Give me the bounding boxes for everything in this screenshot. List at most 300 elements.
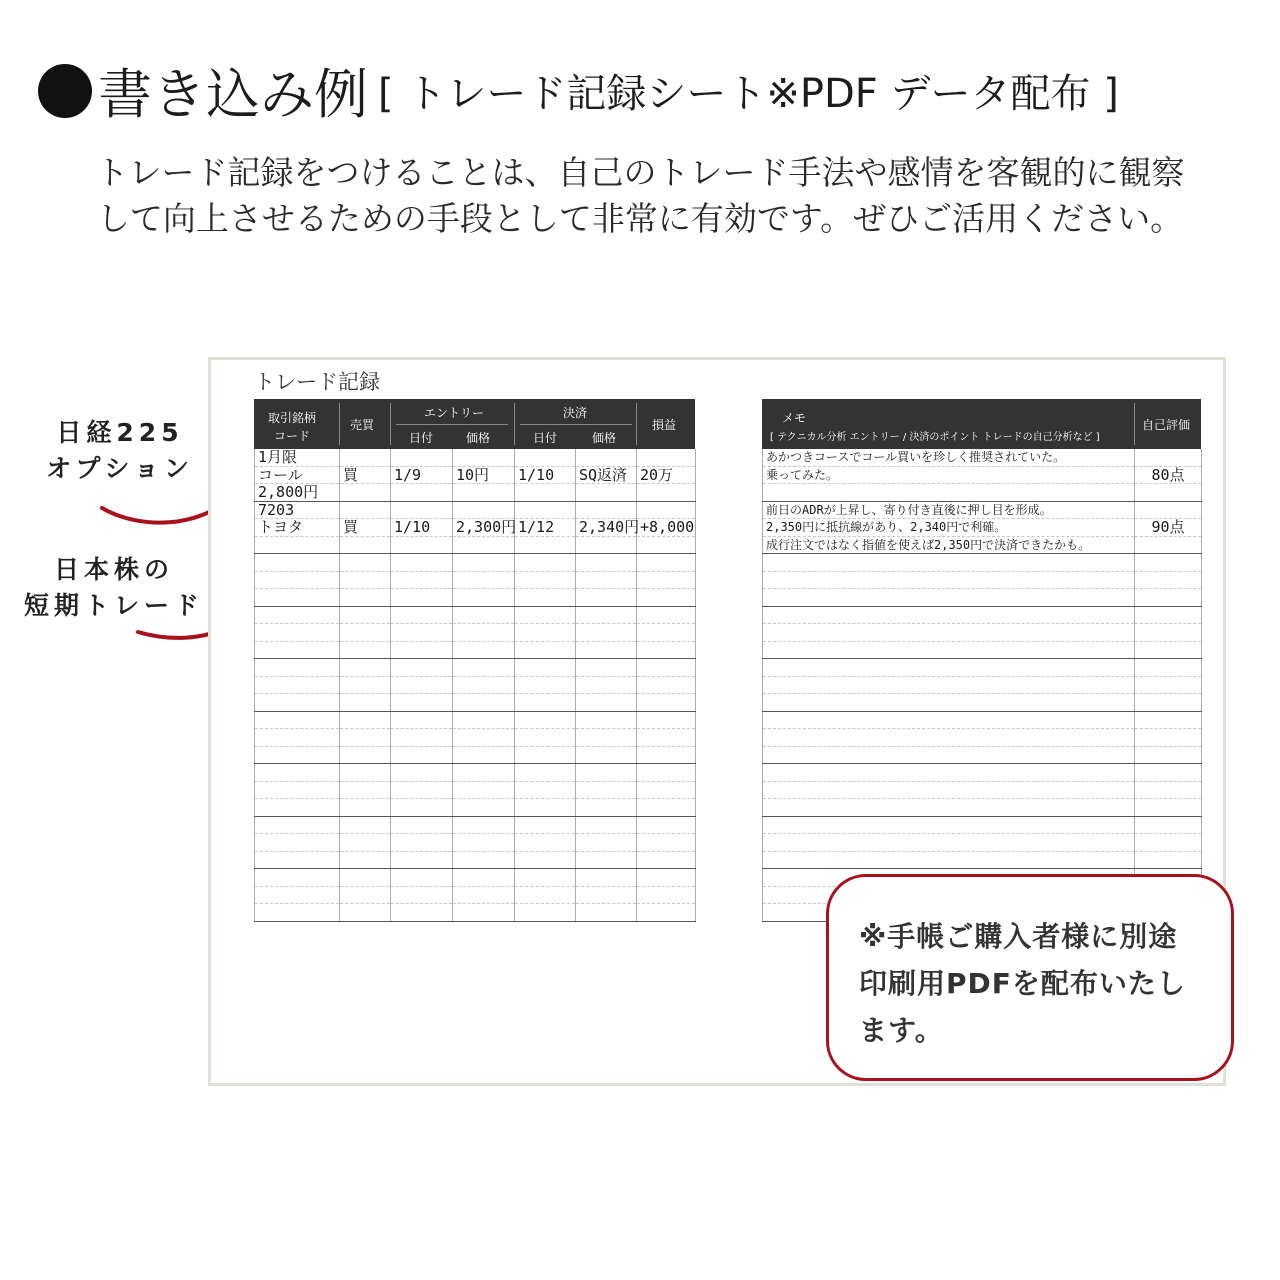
trade-row xyxy=(255,536,696,554)
empty-memo-line[interactable] xyxy=(763,659,1135,677)
empty-trade-cell[interactable] xyxy=(340,624,391,642)
empty-trade-cell[interactable] xyxy=(637,711,696,729)
trade-cell[interactable]: 2,340円 xyxy=(576,519,637,537)
trade-row xyxy=(255,501,696,519)
empty-memo-line[interactable] xyxy=(763,781,1135,799)
empty-trade-cell[interactable] xyxy=(255,851,340,869)
memo-row xyxy=(763,589,1202,607)
annotation-nikkei xyxy=(30,415,210,487)
empty-trade-cell[interactable] xyxy=(453,816,515,834)
empty-trade-cell[interactable] xyxy=(515,781,576,799)
memo-line[interactable]: 乗ってみた。 xyxy=(763,466,1135,484)
empty-trade-cell[interactable] xyxy=(391,869,453,887)
trade-cell[interactable] xyxy=(576,484,637,502)
trade-cell[interactable] xyxy=(340,484,391,502)
trade-cell[interactable]: 7203 xyxy=(255,501,340,519)
empty-score-cell[interactable] xyxy=(1135,659,1202,677)
trade-cell[interactable] xyxy=(391,501,453,519)
empty-trade-cell[interactable] xyxy=(576,904,637,922)
empty-trade-cell[interactable] xyxy=(515,571,576,589)
trade-row xyxy=(255,466,696,484)
memo-line[interactable]: あかつきコースでコール買いを珍しく推奨されていた。 xyxy=(763,449,1135,466)
empty-trade-cell[interactable] xyxy=(340,781,391,799)
empty-trade-cell[interactable] xyxy=(453,694,515,712)
empty-trade-cell[interactable] xyxy=(391,694,453,712)
empty-trade-cell[interactable] xyxy=(340,589,391,607)
empty-trade-cell[interactable] xyxy=(391,764,453,782)
empty-trade-cell[interactable] xyxy=(576,624,637,642)
empty-score-cell[interactable] xyxy=(1135,694,1202,712)
trade-row xyxy=(255,641,696,659)
trade-cell[interactable] xyxy=(453,536,515,554)
empty-trade-cell[interactable] xyxy=(453,641,515,659)
empty-score-cell[interactable] xyxy=(1135,746,1202,764)
trade-cell[interactable]: +8,000 xyxy=(637,519,696,537)
trade-cell[interactable] xyxy=(391,449,453,466)
empty-trade-cell[interactable] xyxy=(576,799,637,817)
header-entry-price: 価格 xyxy=(466,431,491,445)
empty-trade-cell[interactable] xyxy=(515,641,576,659)
empty-trade-cell[interactable] xyxy=(340,886,391,904)
empty-score-cell[interactable] xyxy=(1135,816,1202,834)
trade-row xyxy=(255,711,696,729)
empty-trade-cell[interactable] xyxy=(637,554,696,572)
trade-cell[interactable] xyxy=(637,536,696,554)
empty-trade-cell[interactable] xyxy=(340,676,391,694)
empty-trade-cell[interactable] xyxy=(255,676,340,694)
empty-trade-cell[interactable] xyxy=(576,711,637,729)
empty-trade-cell[interactable] xyxy=(576,641,637,659)
empty-trade-cell[interactable] xyxy=(637,851,696,869)
empty-trade-cell[interactable] xyxy=(515,711,576,729)
empty-trade-cell[interactable] xyxy=(255,764,340,782)
trade-cell[interactable]: 20万 xyxy=(637,466,696,484)
empty-trade-cell[interactable] xyxy=(255,904,340,922)
empty-trade-cell[interactable] xyxy=(576,781,637,799)
annotation-nikkei-line1: 日経225 xyxy=(56,418,184,447)
empty-trade-cell[interactable] xyxy=(391,554,453,572)
empty-trade-cell[interactable] xyxy=(453,764,515,782)
trade-cell[interactable] xyxy=(637,501,696,519)
empty-trade-cell[interactable] xyxy=(453,711,515,729)
trade-cell[interactable]: コール xyxy=(255,466,340,484)
empty-memo-line[interactable] xyxy=(763,571,1135,589)
empty-trade-cell[interactable] xyxy=(391,606,453,624)
empty-trade-cell[interactable] xyxy=(515,589,576,607)
empty-trade-cell[interactable] xyxy=(391,781,453,799)
memo-row xyxy=(763,816,1202,834)
empty-trade-cell[interactable] xyxy=(391,589,453,607)
empty-trade-cell[interactable] xyxy=(255,729,340,747)
memo-row xyxy=(763,641,1202,659)
empty-score-cell[interactable] xyxy=(1135,589,1202,607)
empty-trade-cell[interactable] xyxy=(340,746,391,764)
header-side: 売買 xyxy=(350,418,375,432)
empty-trade-cell[interactable] xyxy=(391,624,453,642)
trade-cell[interactable]: 2,300円 xyxy=(453,519,515,537)
empty-trade-cell[interactable] xyxy=(340,641,391,659)
memo-row xyxy=(763,711,1202,729)
trade-cell[interactable]: 買 xyxy=(340,466,391,484)
trade-row xyxy=(255,799,696,817)
empty-trade-cell[interactable] xyxy=(453,799,515,817)
empty-trade-cell[interactable] xyxy=(255,711,340,729)
trade-cell[interactable] xyxy=(453,449,515,466)
empty-score-cell[interactable] xyxy=(1135,484,1202,502)
empty-trade-cell[interactable] xyxy=(340,694,391,712)
trade-cell[interactable]: 買 xyxy=(340,519,391,537)
empty-score-cell[interactable] xyxy=(1135,711,1202,729)
empty-score-cell[interactable] xyxy=(1135,641,1202,659)
empty-memo-line[interactable] xyxy=(763,554,1135,572)
empty-trade-cell[interactable] xyxy=(391,886,453,904)
empty-trade-cell[interactable] xyxy=(576,589,637,607)
trade-row xyxy=(255,886,696,904)
trade-cell[interactable] xyxy=(340,536,391,554)
trade-row xyxy=(255,659,696,677)
header-entry-date: 日付 xyxy=(409,431,434,445)
pdf-distribution-callout xyxy=(826,874,1234,1081)
memo-row xyxy=(763,659,1202,677)
trade-row xyxy=(255,449,696,466)
empty-trade-cell[interactable] xyxy=(576,816,637,834)
empty-score-cell[interactable] xyxy=(1135,571,1202,589)
empty-trade-cell[interactable] xyxy=(340,851,391,869)
empty-memo-line[interactable] xyxy=(763,764,1135,782)
header-pnl: 損益 xyxy=(652,418,677,432)
empty-trade-cell[interactable] xyxy=(576,554,637,572)
empty-memo-line[interactable] xyxy=(763,641,1135,659)
empty-score-cell[interactable] xyxy=(1135,676,1202,694)
header-name-code-1: 取引銘柄 xyxy=(268,411,317,425)
trade-table xyxy=(254,449,696,922)
empty-trade-cell[interactable] xyxy=(453,606,515,624)
empty-trade-cell[interactable] xyxy=(453,746,515,764)
intro-line-2: して向上させるための手段として非常に有効です。ぜひご活用ください。 xyxy=(96,199,1184,238)
memo-row xyxy=(763,519,1202,537)
empty-trade-cell[interactable] xyxy=(255,869,340,887)
trade-cell[interactable]: 1月限 xyxy=(255,449,340,466)
empty-trade-cell[interactable] xyxy=(340,764,391,782)
self-eval-score[interactable]: 90点 xyxy=(1135,519,1202,537)
empty-trade-cell[interactable] xyxy=(576,869,637,887)
trade-row xyxy=(255,781,696,799)
empty-trade-cell[interactable] xyxy=(391,799,453,817)
empty-trade-cell[interactable] xyxy=(576,764,637,782)
empty-trade-cell[interactable] xyxy=(637,641,696,659)
empty-memo-line[interactable] xyxy=(763,711,1135,729)
empty-trade-cell[interactable] xyxy=(340,904,391,922)
memo-line[interactable] xyxy=(763,484,1135,502)
empty-trade-cell[interactable] xyxy=(515,764,576,782)
empty-memo-line[interactable] xyxy=(763,746,1135,764)
trade-cell[interactable] xyxy=(576,536,637,554)
empty-score-cell[interactable] xyxy=(1135,501,1202,519)
trade-cell[interactable] xyxy=(391,484,453,502)
trade-row xyxy=(255,571,696,589)
empty-memo-line[interactable] xyxy=(763,694,1135,712)
empty-score-cell[interactable] xyxy=(1135,834,1202,852)
empty-trade-cell[interactable] xyxy=(453,589,515,607)
trade-cell[interactable] xyxy=(515,536,576,554)
empty-trade-cell[interactable] xyxy=(453,851,515,869)
trade-cell[interactable] xyxy=(453,484,515,502)
callout-text: ※手帳ご購入者様に別途印刷用PDFを配布いたします。 xyxy=(859,920,1186,1047)
memo-row xyxy=(763,834,1202,852)
empty-trade-cell[interactable] xyxy=(576,659,637,677)
empty-score-cell[interactable] xyxy=(1135,449,1202,466)
trade-cell[interactable]: 10円 xyxy=(453,466,515,484)
empty-trade-cell[interactable] xyxy=(453,869,515,887)
empty-score-cell[interactable] xyxy=(1135,536,1202,554)
empty-trade-cell[interactable] xyxy=(391,904,453,922)
trade-row xyxy=(255,746,696,764)
memo-line[interactable]: 前日のADRが上昇し、寄り付き直後に押し目を形成。 xyxy=(763,501,1135,519)
empty-trade-cell[interactable] xyxy=(637,571,696,589)
empty-trade-cell[interactable] xyxy=(515,904,576,922)
empty-score-cell[interactable] xyxy=(1135,606,1202,624)
memo-row xyxy=(763,466,1202,484)
trade-cell[interactable] xyxy=(637,484,696,502)
empty-memo-line[interactable] xyxy=(763,816,1135,834)
trade-cell[interactable]: 2,800円 xyxy=(255,484,340,502)
empty-trade-cell[interactable] xyxy=(391,851,453,869)
trade-cell[interactable]: 1/9 xyxy=(391,466,453,484)
empty-trade-cell[interactable] xyxy=(515,606,576,624)
header-exit: 決済 xyxy=(563,406,588,420)
empty-score-cell[interactable] xyxy=(1135,799,1202,817)
sheet-title: トレード記録 xyxy=(254,370,380,394)
empty-trade-cell[interactable] xyxy=(340,729,391,747)
empty-memo-line[interactable] xyxy=(763,624,1135,642)
empty-trade-cell[interactable] xyxy=(391,641,453,659)
empty-trade-cell[interactable] xyxy=(453,554,515,572)
trade-cell[interactable] xyxy=(515,501,576,519)
empty-trade-cell[interactable] xyxy=(340,659,391,677)
empty-trade-cell[interactable] xyxy=(255,799,340,817)
empty-trade-cell[interactable] xyxy=(391,834,453,852)
empty-trade-cell[interactable] xyxy=(576,571,637,589)
trade-cell[interactable]: 1/10 xyxy=(515,466,576,484)
empty-trade-cell[interactable] xyxy=(255,659,340,677)
empty-trade-cell[interactable] xyxy=(637,606,696,624)
empty-trade-cell[interactable] xyxy=(637,799,696,817)
empty-trade-cell[interactable] xyxy=(391,816,453,834)
memo-table xyxy=(762,449,1202,922)
trade-cell[interactable] xyxy=(515,484,576,502)
trade-cell[interactable] xyxy=(340,449,391,466)
empty-trade-cell[interactable] xyxy=(255,694,340,712)
memo-table-header xyxy=(762,399,1201,449)
empty-trade-cell[interactable] xyxy=(637,694,696,712)
empty-trade-cell[interactable] xyxy=(453,624,515,642)
empty-trade-cell[interactable] xyxy=(637,869,696,887)
empty-memo-line[interactable] xyxy=(763,834,1135,852)
header-name-code-2: コード xyxy=(274,429,311,443)
empty-trade-cell[interactable] xyxy=(255,816,340,834)
empty-trade-cell[interactable] xyxy=(515,746,576,764)
empty-trade-cell[interactable] xyxy=(637,764,696,782)
memo-row xyxy=(763,764,1202,782)
trade-cell[interactable]: トヨタ xyxy=(255,519,340,537)
page-subtitle: [ トレード記録シート※PDF データ配布 ] xyxy=(378,71,1119,117)
empty-trade-cell[interactable] xyxy=(637,886,696,904)
empty-trade-cell[interactable] xyxy=(576,676,637,694)
empty-memo-line[interactable] xyxy=(763,606,1135,624)
empty-trade-cell[interactable] xyxy=(637,746,696,764)
empty-trade-cell[interactable] xyxy=(515,624,576,642)
header-memo-note: [ テクニカル分析 エントリー / 決済のポイント トレードの自己分析など ] xyxy=(770,432,1100,443)
empty-trade-cell[interactable] xyxy=(515,834,576,852)
trade-cell[interactable] xyxy=(453,501,515,519)
memo-line[interactable]: 2,350円に抵抗線があり、2,340円で利確。 xyxy=(763,519,1135,537)
empty-trade-cell[interactable] xyxy=(391,729,453,747)
empty-trade-cell[interactable] xyxy=(255,641,340,659)
empty-trade-cell[interactable] xyxy=(255,834,340,852)
empty-trade-cell[interactable] xyxy=(255,606,340,624)
annotation-nikkei-line2: オプション xyxy=(46,454,194,483)
trade-table-header xyxy=(254,399,695,449)
empty-trade-cell[interactable] xyxy=(576,834,637,852)
intro-text xyxy=(0,150,1280,242)
empty-trade-cell[interactable] xyxy=(340,554,391,572)
empty-trade-cell[interactable] xyxy=(453,886,515,904)
empty-trade-cell[interactable] xyxy=(255,886,340,904)
empty-trade-cell[interactable] xyxy=(637,624,696,642)
trade-cell[interactable] xyxy=(515,449,576,466)
trade-cell[interactable] xyxy=(576,449,637,466)
empty-trade-cell[interactable] xyxy=(576,694,637,712)
memo-row xyxy=(763,484,1202,502)
empty-memo-line[interactable] xyxy=(763,851,1135,869)
memo-row xyxy=(763,799,1202,817)
empty-trade-cell[interactable] xyxy=(453,659,515,677)
empty-score-cell[interactable] xyxy=(1135,764,1202,782)
memo-line[interactable]: 成行注文ではなく指値を使えば2,350円で決済できたかも。 xyxy=(763,536,1135,554)
memo-row xyxy=(763,606,1202,624)
memo-row xyxy=(763,746,1202,764)
empty-memo-line[interactable] xyxy=(763,729,1135,747)
empty-trade-cell[interactable] xyxy=(515,694,576,712)
trade-cell[interactable] xyxy=(340,501,391,519)
empty-trade-cell[interactable] xyxy=(340,606,391,624)
empty-trade-cell[interactable] xyxy=(637,659,696,677)
trade-cell[interactable] xyxy=(576,501,637,519)
trade-cell[interactable]: 1/12 xyxy=(515,519,576,537)
empty-trade-cell[interactable] xyxy=(515,659,576,677)
empty-trade-cell[interactable] xyxy=(453,904,515,922)
empty-trade-cell[interactable] xyxy=(391,571,453,589)
trade-cell[interactable] xyxy=(637,449,696,466)
empty-trade-cell[interactable] xyxy=(340,869,391,887)
empty-score-cell[interactable] xyxy=(1135,554,1202,572)
page-title: 書き込み例 xyxy=(98,63,368,126)
empty-score-cell[interactable] xyxy=(1135,729,1202,747)
empty-trade-cell[interactable] xyxy=(453,834,515,852)
trade-row xyxy=(255,519,696,537)
empty-trade-cell[interactable] xyxy=(453,781,515,799)
empty-trade-cell[interactable] xyxy=(576,729,637,747)
empty-trade-cell[interactable] xyxy=(340,816,391,834)
intro-line-1: トレード記録をつけることは、自己のトレード手法や感情を客観的に観察 xyxy=(95,153,1185,192)
empty-trade-cell[interactable] xyxy=(340,834,391,852)
empty-trade-cell[interactable] xyxy=(453,571,515,589)
empty-trade-cell[interactable] xyxy=(255,624,340,642)
empty-memo-line[interactable] xyxy=(763,676,1135,694)
trade-row xyxy=(255,834,696,852)
memo-row xyxy=(763,554,1202,572)
empty-trade-cell[interactable] xyxy=(340,571,391,589)
empty-trade-cell[interactable] xyxy=(515,554,576,572)
empty-trade-cell[interactable] xyxy=(255,571,340,589)
empty-trade-cell[interactable] xyxy=(391,676,453,694)
memo-row xyxy=(763,624,1202,642)
header-memo: メモ xyxy=(782,411,807,425)
empty-trade-cell[interactable] xyxy=(391,711,453,729)
trade-cell[interactable] xyxy=(391,536,453,554)
annotation-stocks xyxy=(14,552,214,624)
empty-trade-cell[interactable] xyxy=(340,711,391,729)
memo-row xyxy=(763,501,1202,519)
empty-memo-line[interactable] xyxy=(763,799,1135,817)
empty-trade-cell[interactable] xyxy=(515,676,576,694)
empty-trade-cell[interactable] xyxy=(515,886,576,904)
trade-row xyxy=(255,694,696,712)
empty-memo-line[interactable] xyxy=(763,589,1135,607)
empty-trade-cell[interactable] xyxy=(453,729,515,747)
empty-trade-cell[interactable] xyxy=(515,729,576,747)
memo-row xyxy=(763,781,1202,799)
empty-trade-cell[interactable] xyxy=(515,869,576,887)
trade-row xyxy=(255,851,696,869)
empty-trade-cell[interactable] xyxy=(637,589,696,607)
empty-trade-cell[interactable] xyxy=(576,746,637,764)
empty-trade-cell[interactable] xyxy=(515,851,576,869)
empty-trade-cell[interactable] xyxy=(391,746,453,764)
trade-cell[interactable]: 1/10 xyxy=(391,519,453,537)
empty-trade-cell[interactable] xyxy=(637,781,696,799)
empty-trade-cell[interactable] xyxy=(255,781,340,799)
trade-row xyxy=(255,676,696,694)
empty-trade-cell[interactable] xyxy=(255,746,340,764)
header-self-eval: 自己評価 xyxy=(1142,418,1191,432)
empty-trade-cell[interactable] xyxy=(637,834,696,852)
trade-cell[interactable] xyxy=(255,536,340,554)
page-header xyxy=(38,52,1119,129)
empty-trade-cell[interactable] xyxy=(255,589,340,607)
empty-trade-cell[interactable] xyxy=(391,659,453,677)
empty-trade-cell[interactable] xyxy=(340,799,391,817)
empty-trade-cell[interactable] xyxy=(453,676,515,694)
empty-trade-cell[interactable] xyxy=(576,851,637,869)
empty-trade-cell[interactable] xyxy=(255,554,340,572)
trade-row xyxy=(255,624,696,642)
empty-trade-cell[interactable] xyxy=(637,904,696,922)
empty-trade-cell[interactable] xyxy=(515,816,576,834)
self-eval-score[interactable]: 80点 xyxy=(1135,466,1202,484)
empty-trade-cell[interactable] xyxy=(637,729,696,747)
empty-score-cell[interactable] xyxy=(1135,851,1202,869)
empty-trade-cell[interactable] xyxy=(576,606,637,624)
empty-trade-cell[interactable] xyxy=(637,816,696,834)
trade-cell[interactable]: SQ返済 xyxy=(576,466,637,484)
trade-row xyxy=(255,764,696,782)
empty-trade-cell[interactable] xyxy=(515,799,576,817)
empty-trade-cell[interactable] xyxy=(637,676,696,694)
empty-trade-cell[interactable] xyxy=(576,886,637,904)
empty-score-cell[interactable] xyxy=(1135,781,1202,799)
empty-score-cell[interactable] xyxy=(1135,624,1202,642)
